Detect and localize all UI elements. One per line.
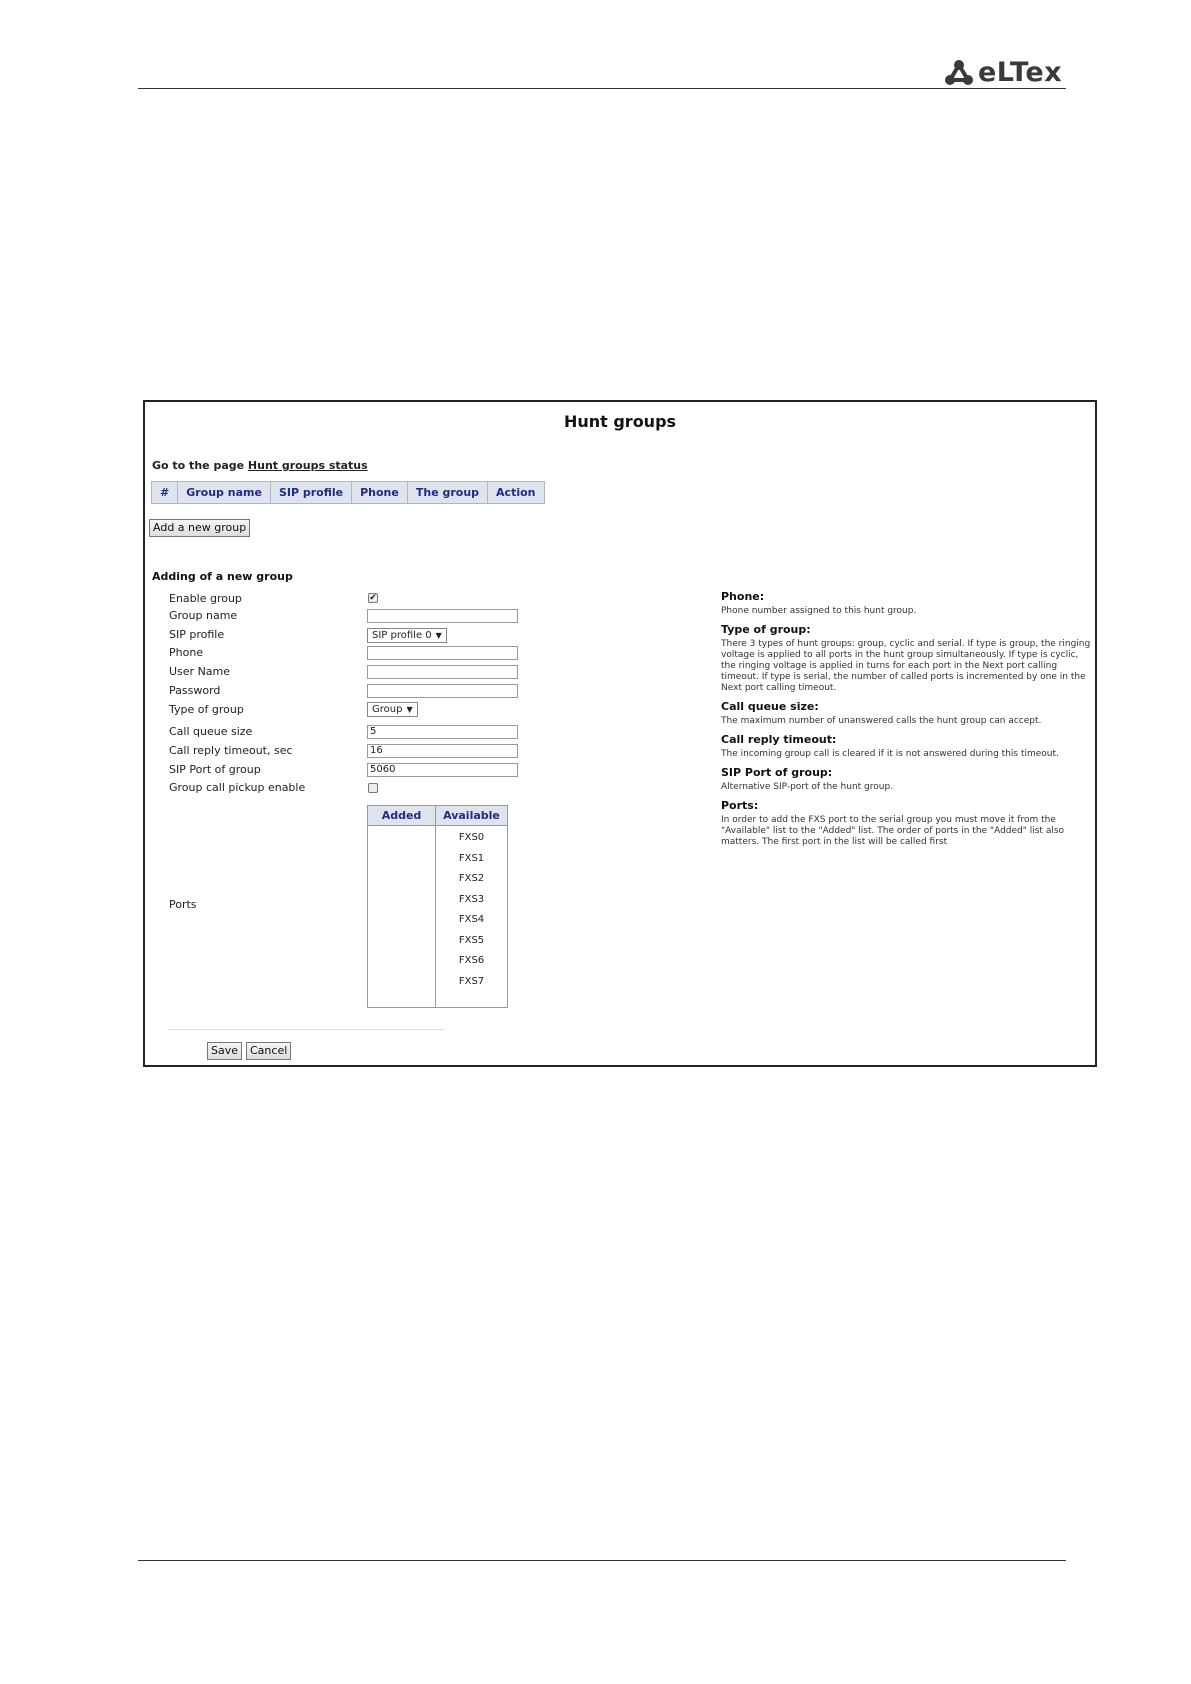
- port-item-fxs6[interactable]: FXS6: [458, 955, 485, 966]
- col-header-phone: Phone: [352, 482, 408, 504]
- header-divider: [138, 88, 1066, 89]
- goto-prefix: Go to the page: [152, 459, 245, 472]
- help-text: There 3 types of hunt groups: group, cyclic and serial. If type is group, the ringing voltage is applied to all ports in the hunt group simultaneously. If type is cyclic, the ringing voltage is applied in turns for each port in the Next port calling timeout. If type is serial, the number of called ports is incremented by one in the Next port calling timeout.: [721, 639, 1091, 693]
- dropdown-arrow-icon: ▼: [435, 631, 442, 640]
- phone-label: Phone: [169, 646, 204, 659]
- type-of-group-label: Type of group: [169, 703, 244, 716]
- help-title: Ports:: [721, 799, 759, 812]
- call-queue-size-input[interactable]: 5: [367, 725, 518, 739]
- eltex-logo-icon: [944, 58, 974, 86]
- save-button[interactable]: Save: [207, 1042, 242, 1060]
- goto-status-line: [152, 459, 368, 472]
- sip-profile-select[interactable]: [367, 628, 447, 643]
- help-item-phone: [721, 590, 1091, 617]
- port-item-fxs5[interactable]: FXS5: [458, 934, 485, 946]
- port-item-fxs3[interactable]: FXS3: [458, 893, 485, 905]
- available-ports-list: [436, 828, 507, 992]
- help-text: Alternative SIP-port of the hunt group.: [721, 782, 894, 792]
- help-title: Type of group:: [721, 623, 811, 636]
- sip-port-label: SIP Port of group: [169, 763, 261, 776]
- port-item-fxs4[interactable]: FXS4: [458, 914, 485, 925]
- phone-input[interactable]: [367, 646, 518, 660]
- enable-group-label: Enable group: [169, 592, 242, 605]
- help-text: In order to add the FXS port to the serial group you must move it from the "Available" list to the "Added" list. The order of ports in the "Added" list also matters. The first port in the list will be called first: [721, 815, 1065, 847]
- port-item-fxs7[interactable]: FXS7: [458, 975, 485, 987]
- call-reply-timeout-label: Call reply timeout, sec: [169, 744, 293, 757]
- eltex-logo: [944, 56, 1062, 88]
- form-separator: [169, 1029, 445, 1030]
- col-header-group-name: Group name: [178, 482, 271, 504]
- call-queue-size-label: Call queue size: [169, 725, 253, 738]
- help-panel: [721, 590, 1091, 854]
- col-header-the-group: The group: [407, 482, 487, 504]
- password-input[interactable]: [367, 684, 518, 698]
- page-title: Hunt groups: [563, 412, 677, 431]
- add-new-group-button[interactable]: Add a new group: [149, 519, 250, 537]
- dropdown-arrow-icon: ▼: [406, 705, 413, 714]
- ports-selector: [367, 805, 508, 1008]
- user-name-input[interactable]: [367, 665, 518, 679]
- pickup-enable-checkbox[interactable]: [368, 783, 378, 793]
- eltex-logo-text: eLTex: [978, 56, 1063, 88]
- group-name-input[interactable]: [367, 609, 518, 623]
- help-title: Call reply timeout:: [721, 733, 837, 746]
- sip-profile-value: SIP profile 0: [372, 630, 432, 641]
- adding-group-title: Adding of a new group: [152, 570, 293, 583]
- help-title: Call queue size:: [721, 700, 819, 713]
- help-item-ports: [721, 799, 1091, 848]
- password-label: Password: [169, 684, 221, 697]
- pickup-enable-label: Group call pickup enable: [169, 781, 306, 794]
- sip-profile-label: SIP profile: [169, 628, 225, 641]
- added-ports-list[interactable]: [368, 806, 436, 1007]
- port-item-fxs2[interactable]: FXS2: [458, 873, 485, 884]
- call-reply-timeout-input[interactable]: 16: [367, 744, 518, 758]
- help-item-call-reply-timeout: [721, 733, 1091, 760]
- enable-group-checkbox[interactable]: [368, 593, 378, 603]
- port-item-fxs0[interactable]: FXS0: [458, 832, 485, 843]
- help-text: Phone number assigned to this hunt group.: [721, 606, 917, 616]
- help-text: The incoming group call is cleared if it is not answered during this timeout.: [721, 749, 1059, 759]
- hunt-groups-status-link[interactable]: Hunt groups status: [247, 459, 368, 472]
- ports-label: Ports: [169, 898, 197, 911]
- type-of-group-value: Group: [372, 704, 403, 715]
- hunt-groups-table: [151, 481, 545, 504]
- group-name-label: Group name: [169, 609, 238, 622]
- help-item-type-of-group: [721, 623, 1091, 694]
- sip-port-input[interactable]: 5060: [367, 763, 518, 777]
- cancel-button[interactable]: Cancel: [246, 1042, 291, 1060]
- col-header-action: Action: [488, 482, 544, 504]
- help-text: The maximum number of unanswered calls the hunt group can accept.: [721, 716, 1042, 726]
- checkmark-icon: ✔: [369, 593, 377, 603]
- help-title: SIP Port of group:: [721, 766, 833, 779]
- col-header-sip-profile: SIP profile: [270, 482, 351, 504]
- help-item-sip-port: [721, 766, 1091, 793]
- port-item-fxs1[interactable]: FXS1: [458, 852, 485, 864]
- footer-divider: [138, 1560, 1066, 1561]
- help-item-call-queue-size: [721, 700, 1091, 727]
- type-of-group-select[interactable]: [367, 702, 418, 717]
- hunt-groups-screenshot: [143, 400, 1097, 1067]
- available-header: Available: [436, 806, 507, 826]
- table-header-row: [152, 482, 545, 504]
- col-header-number: #: [152, 482, 178, 504]
- help-title: Phone:: [721, 590, 765, 603]
- user-name-label: User Name: [169, 665, 231, 678]
- added-header: Added: [368, 806, 436, 826]
